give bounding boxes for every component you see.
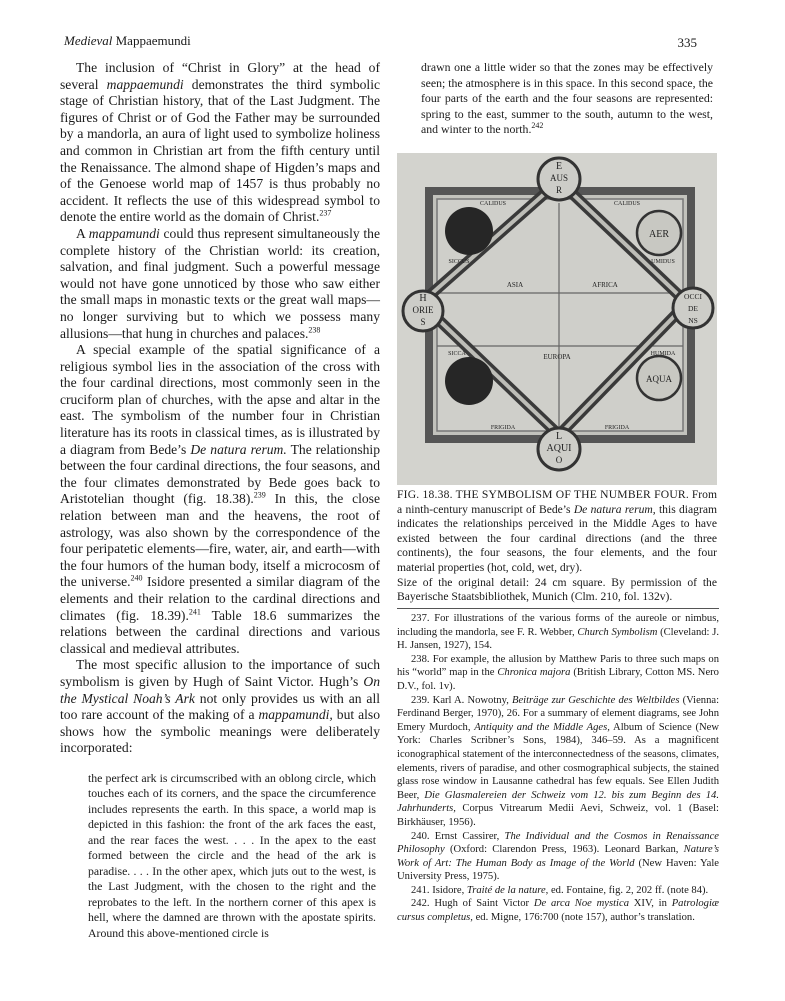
label: SICCUS xyxy=(448,259,470,265)
quote-text: drawn one a little wider so that the zones may be effectively seen; the atmosphere is in this space. In this second space, the four parts of the earth and the four seasons are represented: spring to the east, summer to the south, autumn to the west, and winter to the north.$^{242}$ xyxy=(421,60,713,136)
footnote-ref: 237 xyxy=(319,208,332,218)
label: R xyxy=(555,185,563,195)
label: AFRICA xyxy=(592,281,618,289)
footnote-rule xyxy=(397,608,719,609)
label: SICCA xyxy=(448,351,466,357)
footnote-ref: 240 xyxy=(130,573,143,583)
footnote: 241. Isidore, Traité de la nature, ed. Fontaine, fig. 2, 202 ff. (note 84). xyxy=(411,884,709,896)
label: OCCI xyxy=(684,292,702,301)
footnote-ref: 242 xyxy=(531,121,544,131)
caption-source: Size of the original detail: 24 cm square. By permission of the Bayerische Staatsbibliothek, Munich (Clm. 210, fol. 132v). xyxy=(397,575,717,604)
paragraph: The most specific allusion to the importance of such symbolism is given by Hugh of Saint Victor. Hugh’s On the Mystical Noah’s Ark not only provides us with an all too rare account of the making of a mappamundi, but also shows how the symbolic meanings were deliberately incorporated: xyxy=(60,657,380,756)
label: FRIGIDA xyxy=(604,425,630,431)
footnotes xyxy=(397,612,719,925)
dark-circle-bottom-left xyxy=(445,357,493,405)
footnote: 238. For example, the allusion by Matthew Paris to three such maps on his “world” map in the Chronica majora (British Library, Cotton MS. Nero D.V., fol. 1v). xyxy=(397,653,719,692)
page-number: 335 xyxy=(677,35,697,50)
dark-circle-top-left xyxy=(445,207,493,255)
bede-diagram xyxy=(397,153,717,485)
paragraph: The inclusion of “Christ in Glory” at the head of several mappaemundi demonstrates the third symbolic stage of Christian history, that of the Last Judgment. The figures of Christ or of God the Father may be surrounded by a mandorla, an aura of light used to symbolize holiness and common in Christian art from the fifth century until the Renaissance. The almond shape of Higden’s maps and of the Genoese world map of 1457 is thus probably no accident. It reflects the use of this widespread symbol to denote the entire world as the domain of Christ.$^{237}$ xyxy=(60,60,380,225)
footnote: 237. For illustrations of the various forms of the aureole or nimbus, including the mandorla, see F. R. Webber, Church Symbolism (Cleveland: J. H. Jansen, 1927), 154. xyxy=(397,613,719,652)
label: ORIE xyxy=(412,305,434,315)
label: AUS xyxy=(549,173,569,183)
label: FRIGIDA xyxy=(490,425,516,431)
footnote: 240. Ernst Cassirer, The Individual and the Cosmos in Renaissance Philosophy (Oxford: Clarendon Press, 1963). Leonard Barkan, Nature’s Work of Art: The Human Body as Image of the World (New Haven: Yale University Press, 1975). xyxy=(397,830,719,883)
figure-image xyxy=(397,153,717,485)
label: HUMIDA xyxy=(650,351,676,357)
label: AER xyxy=(649,229,669,240)
label: L xyxy=(555,431,563,442)
label: O xyxy=(555,455,563,465)
footnote: 242. Hugh of Saint Victor De arca Noe mystica XIV, in Patrologiæ cursus completus, ed. Migne, 176:700 (note 157), author’s translation. xyxy=(397,898,719,924)
label: AQUA xyxy=(646,374,672,384)
label: DE xyxy=(688,304,698,313)
body-text xyxy=(60,60,380,757)
label: UMIDUS xyxy=(651,259,675,265)
quote-text: the perfect ark is circumscribed with an oblong circle, which touches each of its corners, and the space the circumference includes represents the earth. In this space, a world map is depicted in this fashion: the front of the ark faces the east, and the rear faces the west. . . . In the apex to the east formed between the circle and the head of the ark is paradise. . . . In the other apex, which juts out to the west, is the Last Judgment, with the chosen to the right and the reprobates to the left. In the northern corner of this apex is hell, where the damned are thrown with the apostate spirits. Around this above-mentioned circle is xyxy=(88,770,376,940)
label: NS xyxy=(688,316,698,325)
paragraph: A mappamundi could thus represent simultaneously the complete history of the Christian world: its creation, salvation, and final judgment. Such a powerful message would not have gone unnoticed by those who saw either the small maps in monastic texts or the great wall maps—no longer surviving but to which we possess many allusions—that hung in churches and palaces.$^{238}$ xyxy=(60,225,381,341)
figure-label: FIG. 18.38. THE SYMBOLISM OF THE NUMBER FOUR. xyxy=(397,488,689,501)
label: AQUI xyxy=(546,443,572,454)
left-column xyxy=(60,60,380,941)
label: E xyxy=(555,161,563,172)
paragraph: A special example of the spatial significance of a religious symbol lies in the association of the cross with the four cardinal directions, most commonly seen in the cruciform plan of churches, with the apse and altar in the east. The symbolism of the number four in Christian literature has its roots in classical times, as is illustrated by a diagram from Bede’s De natura rerum. The relationship between the four cardinal directions, the four seasons, and the four climates demonstrated by Bede goes back to Aristotelian thought (fig. 18.38).$^{239}$ In this, the close relation between man and the heavens, the root of astrology, was also shown by the correspondence of the four peripatetic elements—fire, water, air, and earth—with the four humors of the human body, itself a microcosm of the universe.$^{240}$ Isidore presented a similar diagram of the elements and their relation to the cardinal directions and climates (fig. 18.39).$^{241}$ Table 18.6 summarizes the relations between the cardinal directions and various classical and medieval attributes. xyxy=(60,342,381,656)
label: S xyxy=(420,317,426,327)
block-quote-continued xyxy=(397,60,717,138)
label: CALIDUS xyxy=(613,201,641,207)
label: CALIDUS xyxy=(479,201,507,207)
footnote-ref: 241 xyxy=(188,607,201,617)
footnote: 239. Karl A. Nowotny, Beiträge zur Geschichte des Weltbildes (Vienna: Ferdinand Berger, 1970), 26. For a summary of element diagrams, see John Emery Murdoch, Antiquity and the Middle Ages, Album of Science (New York: Charles Scribner’s Sons, 1984), 346–59. As a magnificent iconographical statement of the interconnectedness of the seasons, climates, elements, rivers of paradise, and other cosmographical subjects, the stained glass rose window in Lausanne cathedral has few equals. See Ellen Judith Beer, Die Glasmalereien der Schweiz vom 12. bis zum Beginn des 14. Jahrhunderts, Corpus Vitrearum Medii Aevi, Schweiz, vol. 1 (Basel: Birkhäuser, 1956). xyxy=(397,694,720,828)
figure-caption xyxy=(397,488,717,605)
footnote-ref: 239 xyxy=(253,490,266,500)
label: H xyxy=(419,293,427,304)
label: EUROPA xyxy=(543,353,571,361)
running-header: Medieval Mappaemundi xyxy=(64,33,191,48)
footnote-ref: 238 xyxy=(308,324,321,334)
block-quote xyxy=(60,771,380,942)
caption-text: FIG. 18.38. THE SYMBOLISM OF THE NUMBER FOUR. From a ninth-century manuscript of Bede’s De natura rerum, this diagram indicates the relationships perceived in the Middle Ages to have existed between the four cardinal directions (and the three continents), the four seasons, the four elements, and the four material properties (hot, cold, wet, dry). xyxy=(397,488,717,574)
label: ASIA xyxy=(506,281,524,289)
right-column xyxy=(397,60,717,138)
